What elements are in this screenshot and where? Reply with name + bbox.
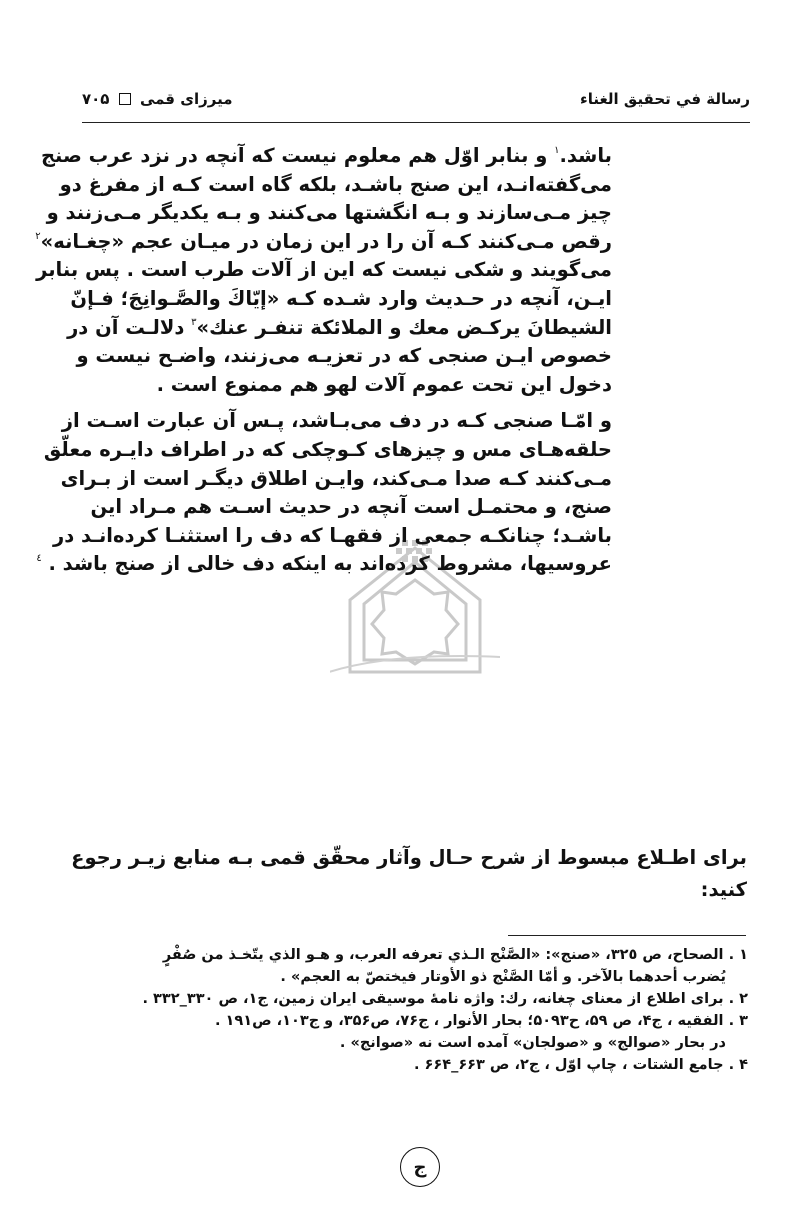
page-marker-circle (400, 1147, 440, 1187)
body-line (40, 142, 612, 171)
author-name: میرزای قمی (139, 90, 233, 108)
text-segment: باشد. (559, 144, 612, 167)
text-segment: دلالـت آن در (67, 315, 185, 339)
footnote-ref-1[interactable]: ١ (554, 145, 560, 156)
text-segment: و بنابر اوّل هم معلوم نیست که آنچه در نزد عرب صنج (40, 144, 548, 167)
body-text (35, 142, 612, 579)
footnote-3-line: در بحار «صوالج» و «صولجان» آمده است نه «صوانج» . (339, 1035, 726, 1051)
body-line: چیز مـی‌سازند و بـه انگشتها می‌کنند و بـه یکدیگر مـی‌زنند و (46, 201, 612, 225)
footnote-1-line: ١ . الصحاح، ص ٣٢٥، «صنج»: «الصَّنْج الـذي تعرفه العرب، و هـو الذي يتّخـذ من صُفْرٍ (162, 947, 748, 963)
footnote-ref-3[interactable]: ٣ (191, 316, 197, 328)
footnote-ref-4[interactable]: ٤ (36, 553, 42, 565)
footnote-ref-2[interactable]: ٢ (35, 230, 41, 242)
body-line: می‌گویند و شکی نیست که این از آلات طرب است . پس بنابر (36, 258, 612, 282)
bio-line: کنید: (700, 878, 747, 901)
page-number: ۷۰۵ (82, 90, 110, 108)
footnotes (96, 944, 748, 1076)
running-header (82, 88, 750, 114)
biography-note (71, 842, 747, 906)
body-line: صنج، و محتمـل است آنچه در حدیث اسـت هم مـراد این (90, 495, 612, 519)
body-line: حلقه‌هـای مس و چیزهای کـوچکی که در اطراف دایـره معلّق (43, 437, 612, 461)
body-line: ایـن، آنچه در حـدیث وارد شـده کـه «إیّاكَ والصَّـوانِجَ؛ فـإنّ (70, 286, 612, 310)
book-title: رسالة في تحقيق الغناء (580, 90, 750, 108)
paragraph-gap (100, 399, 612, 407)
footnote-rule (508, 935, 746, 936)
body-line: مـی‌کنند کـه صدا مـی‌کند، وایـن اطلاق دیگـر است از بـرای (60, 466, 612, 490)
footnote-4-line: ۴ . جامع الشتات ، چاپ اوّل ، ج۲، ص ۶۶۳_۶۶۴ . (413, 1057, 748, 1073)
page-marker: ج (413, 1156, 427, 1178)
footnote-2-line: ٢ . برای اطلاع از معنای چغانه، رك: واژه نامهٔ موسیقی ایران زمین، ج١، ص ٣٣٠_٣٣٢ . (142, 991, 748, 1007)
body-line (36, 550, 612, 579)
body-line: خصوص ایـن صنجی که در تعزیـه می‌زنند، واضـح نیست و (76, 344, 612, 368)
author-and-page-number (82, 90, 232, 108)
bio-line: برای اطـلاع مبسوط از شرح حـال وآثار محقّق قمی بـه منابع زیـر رجوع (71, 846, 747, 869)
body-line: دخول این تحت عموم آلات لهو هم ممنوع است . (156, 372, 612, 396)
text-segment: رقص مـی‌کنند کـه آن را در این زمان در میـان عجم «چغـانه» (40, 229, 612, 253)
text-segment: الشیطانَ یرکـض معك و الملائکة تنفـر عنك» (196, 315, 612, 339)
separator-square-icon (119, 93, 131, 105)
body-line (67, 314, 612, 343)
footnote-3-line: ٣ . الفقیه ، ج۴، ص ۵۹، ح۵۰۹۳؛ بحار الأنوار ، ج۷۶، ص۳۵۶، و ج۱۰۳، ص۱۹۱ . (214, 1013, 748, 1029)
footnote-1-line: يُضرب أحدهما بالآخر. و أمّا الصَّنْج ذو الأوتار فيختصّ به العجم» . (280, 969, 726, 985)
body-line: و امّـا صنجی کـه در دف می‌بـاشد، پـس آن عبارت اسـت از (61, 409, 612, 433)
body-line: می‌گفته‌انـد، این صنج باشـد، بلکه گاه است کـه از مفرغ دو (59, 172, 612, 196)
body-line: باشـد؛ چنانکـه جمعی از فقهـا که دف را استثنـا کرده‌انـد در (53, 523, 612, 547)
text-segment: عروسیها، مشروط کرده‌اند به اینکه دف خالی از صنج باشد . (48, 552, 612, 576)
body-line (35, 228, 612, 257)
header-rule (82, 122, 750, 123)
